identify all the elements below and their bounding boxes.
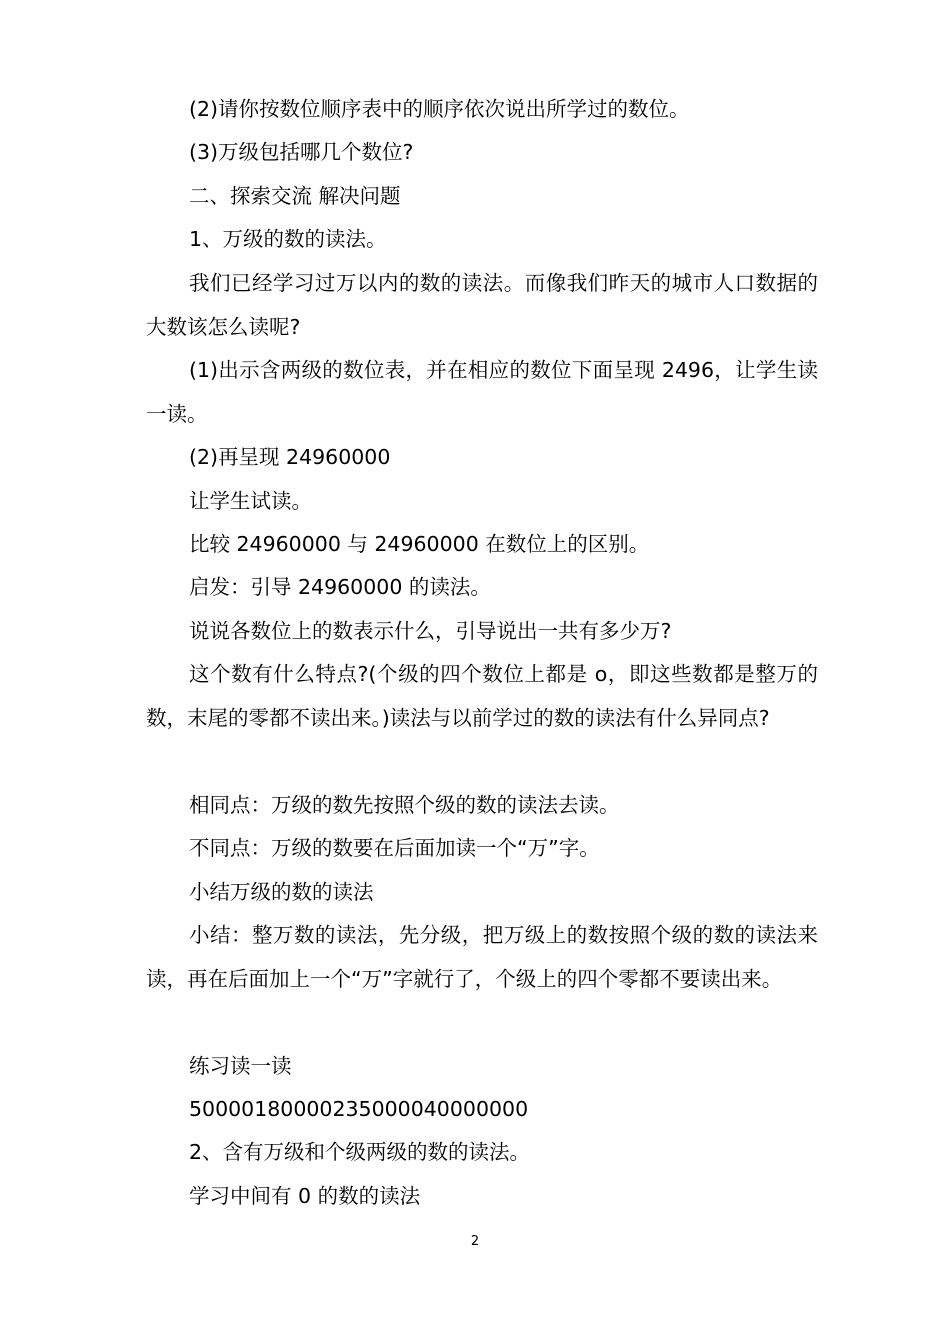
subsection-heading-1: 1、万级的数的读法。: [189, 227, 387, 251]
paragraph-16: 小结：整万数的读法，先分级，把万级上的数按照个级的数的读法来读，再在后面加上一个“万”字就行了，个级上的四个零都不要读出来。: [146, 923, 818, 991]
paragraph-8: 让学生试读。: [189, 489, 312, 513]
paragraph-6: (1)出示含两级的数位表，并在相应的数位下面呈现 2496，让学生读一读。: [146, 358, 818, 426]
paragraph-10: 启发：引导 24960000 的读法。: [189, 575, 491, 599]
paragraph-12: 这个数有什么特点?(个级的四个数位上都是 o，即这些数都是整万的数，末尾的零都不读出来。)读法与以前学过的数的读法有什么异同点?: [146, 662, 818, 730]
paragraph-20: 学习中间有 0 的数的读法: [189, 1184, 421, 1208]
section-heading: 二、探索交流 解决问题: [189, 184, 401, 208]
page-number: 2: [470, 1234, 480, 1249]
paragraph-7: (2)再呈现 24960000: [189, 445, 391, 469]
paragraph-2: (3)万级包括哪几个数位?: [189, 140, 414, 164]
paragraph-14: 不同点：万级的数要在后面加读一个“万”字。: [189, 836, 600, 860]
subsection-heading-2: 2、含有万级和个级两级的数的读法。: [189, 1140, 531, 1164]
paragraph-17: 练习读一读: [189, 1054, 292, 1078]
paragraph-15: 小结万级的数的读法: [189, 880, 374, 904]
paragraph-18: 5000018000023500004000000​0: [189, 1097, 529, 1121]
paragraph-9: 比较 24960000 与 24960000 在数位上的区别。: [189, 532, 650, 556]
paragraph-5: 我们已经学习过万以内的数的读法。而像我们昨天的城市人口数据的大数该怎么读呢?: [146, 271, 818, 339]
paragraph-11: 说说各数位上的数表示什么，引导说出一共有多少万?: [189, 619, 672, 643]
paragraph-1: (2)请你按数位顺序表中的顺序依次说出所学过的数位。: [189, 97, 690, 121]
paragraph-13: 相同点：万级的数先按照个级的数的读法去读。: [189, 793, 620, 817]
